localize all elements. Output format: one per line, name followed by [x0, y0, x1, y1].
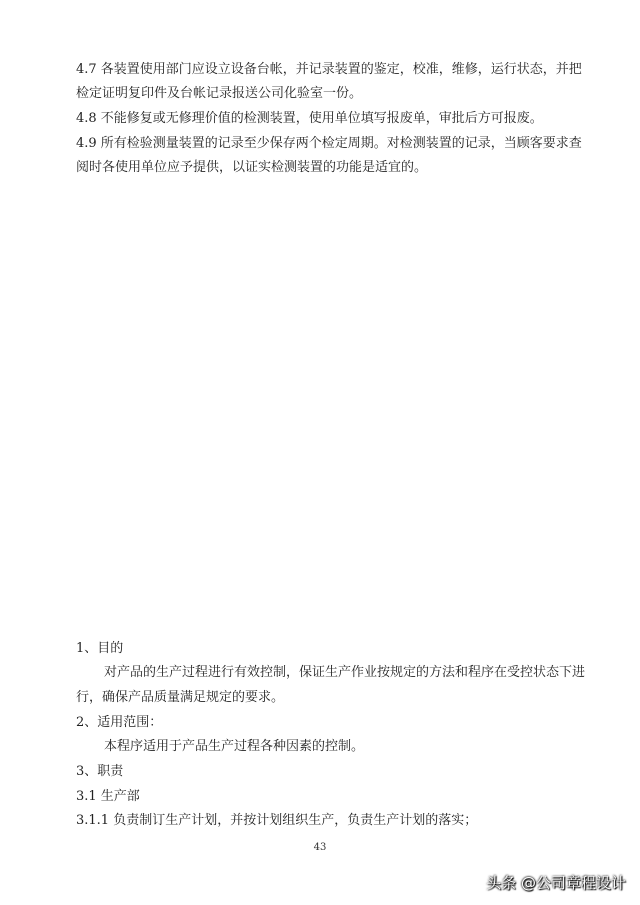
section-3-1-heading: 3.1 生产部	[76, 789, 140, 804]
section-1-line-2: 行，确保产品质量满足规定的要求。	[76, 690, 285, 705]
section-2-line-1: 本程序适用于产品生产过程各种因素的控制。	[104, 739, 365, 754]
clause-4-7-line-2: 检定证明复印件及台帐记录报送公司化验室一份。	[76, 86, 363, 101]
section-3-heading: 3、职责	[76, 764, 124, 779]
clause-4-8-line-1: 4.8 不能修复或无修理价值的检测装置，使用单位填写报废单，审批后方可报废。	[76, 111, 543, 126]
clause-4-9-line-2: 阅时各使用单位应予提供，以证实检测装置的功能是适宜的。	[76, 160, 428, 175]
clause-4-9-line-1: 4.9 所有检验测量装置的记录至少保存两个检定周期。对检测装置的记录，当顾客要求查	[76, 136, 582, 151]
section-1-line-1: 对产品的生产过程进行有效控制，保证生产作业按规定的方法和程序在受控状态下进	[104, 665, 586, 680]
section-3-1-1-line-1: 3.1.1 负责制订生产计划，并按计划组织生产，负责生产计划的落实；	[76, 813, 478, 828]
section-2-heading: 2、适用范围：	[76, 715, 163, 730]
clause-4-7-line-1: 4.7 各装置使用部门应设立设备台帐，并记录装置的鉴定，校准，维修，运行状态，并把	[76, 62, 582, 77]
watermark: 头条 @公司章程设计	[486, 874, 626, 892]
section-1-heading: 1、目的	[76, 641, 124, 656]
page-number: 43	[313, 842, 327, 853]
